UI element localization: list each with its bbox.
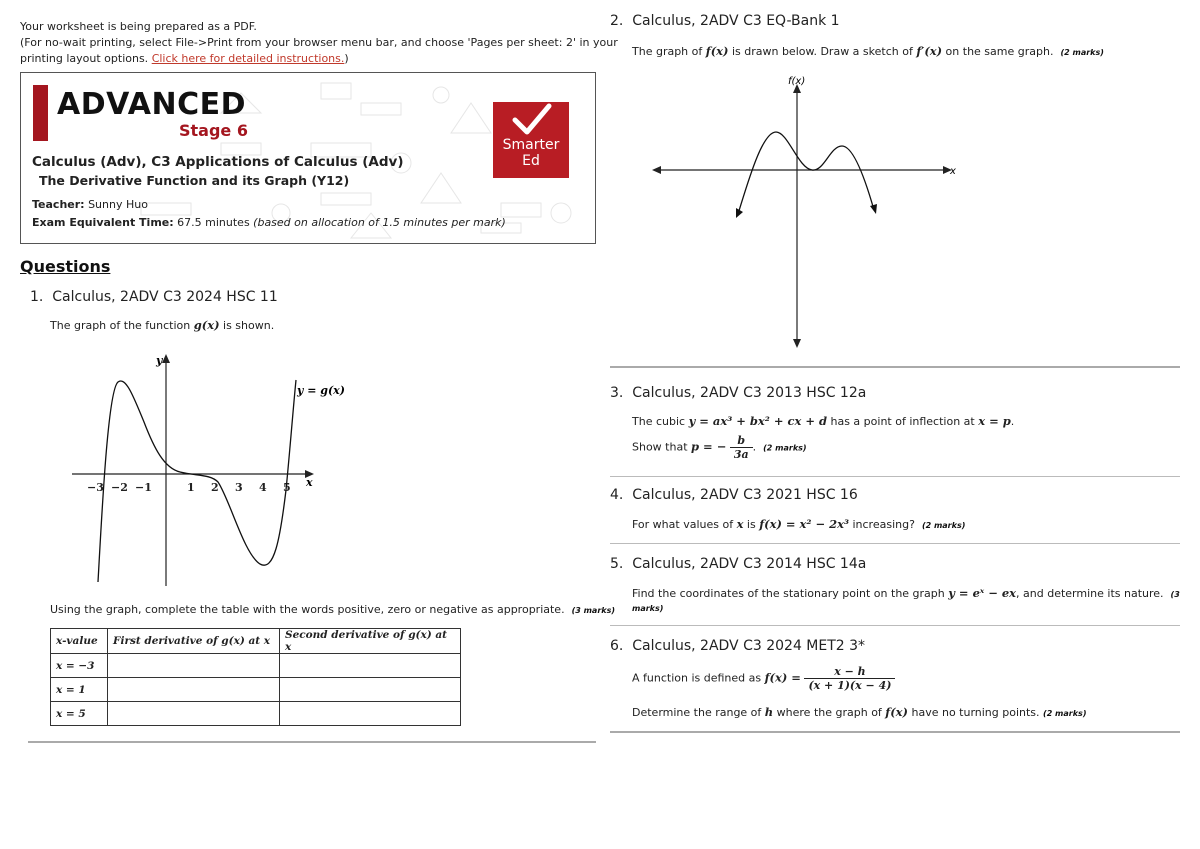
exam-time-line	[32, 216, 506, 229]
q2-curve	[738, 132, 874, 214]
q3-show-lhs: p = −	[691, 439, 727, 454]
table-cell-answer[interactable]	[280, 654, 461, 678]
q4-title	[610, 487, 858, 503]
table-cell-x-1: x = 1	[51, 678, 108, 702]
q5-divider	[610, 625, 1180, 626]
table-cell-answer[interactable]	[280, 702, 461, 726]
q1-tick-3: 3	[235, 481, 243, 494]
q6-fraction	[804, 665, 895, 692]
q3-number: 3.	[610, 385, 624, 401]
q2-x-label: x	[950, 166, 956, 177]
q3-text-b: has a point of inflection at	[827, 415, 979, 428]
print-instructions-suffix: )	[344, 52, 349, 65]
q5-text-a: Find the coordinates of the stationary point on the graph	[632, 587, 949, 600]
q1-instruction-text: Using the graph, complete the table with the words positive, zero or negative as appropriate.	[50, 603, 565, 616]
q6-definition	[632, 665, 895, 692]
q2-y-label: f(x)	[788, 76, 806, 87]
q1-tick-neg2: −2	[111, 481, 128, 494]
q6-frac-num: x − h	[804, 665, 895, 679]
q3-math-a: y = ax³ + bx² + cx + d	[688, 414, 827, 428]
logo-line2: Ed	[522, 153, 540, 169]
q4-math-b: f(x) = x² − 2x³	[759, 517, 849, 531]
q6-number: 6.	[610, 638, 624, 654]
q2-curve-arrow-right-icon	[870, 204, 877, 214]
table-row	[51, 629, 461, 654]
table-row	[51, 702, 461, 726]
q6-marks: (2 marks)	[1043, 709, 1087, 718]
q4-divider	[610, 543, 1180, 544]
table-header-first-derivative: First derivative of g(x) at x	[108, 629, 280, 654]
q6-frac-den: (x + 1)(x − 4)	[808, 679, 892, 692]
q2-y-arrow-down-icon	[793, 339, 801, 348]
q5-number: 5.	[610, 556, 624, 572]
q1-tick-neg3: −3	[87, 481, 104, 494]
advanced-accent-bar	[33, 85, 48, 141]
q3-text-a: The cubic	[632, 415, 689, 428]
q2-math-a: f(x)	[705, 44, 729, 58]
q3-frac-num: b	[730, 434, 753, 448]
q6-text-c: where the graph of	[773, 706, 886, 719]
table-row	[51, 654, 461, 678]
q3-text-c: .	[1010, 415, 1015, 428]
logo-line1: Smarter	[502, 137, 560, 153]
q1-x-label: x	[306, 476, 313, 489]
q3-title-text: Calculus, 2ADV C3 2013 HSC 12a	[632, 385, 867, 401]
q2-x-arrow-left-icon	[652, 166, 661, 174]
stage-label: Stage 6	[179, 121, 248, 140]
q1-intro-suffix: is shown.	[219, 319, 275, 332]
q1-number: 1.	[30, 289, 44, 305]
q2-text	[632, 44, 1104, 58]
q3-math-b: x = p	[978, 414, 1011, 428]
questions-heading: Questions	[20, 257, 111, 276]
table-cell-x-5: x = 5	[51, 702, 108, 726]
q5-marks-line	[632, 601, 663, 614]
table-header-second-derivative: Second derivative of g(x) at x	[280, 629, 461, 654]
q1-y-arrow-icon	[162, 354, 170, 363]
advanced-title: ADVANCED	[57, 87, 247, 122]
worksheet-banner	[20, 72, 596, 244]
q4-number: 4.	[610, 487, 624, 503]
smarter-ed-logo-text	[493, 137, 569, 169]
q1-tick-neg1: −1	[135, 481, 152, 494]
q1-answer-table	[50, 628, 461, 726]
q1-title-text: Calculus, 2ADV C3 2024 HSC 11	[52, 289, 278, 305]
table-cell-answer[interactable]	[108, 678, 280, 702]
q4-text-a: For what values of	[632, 518, 737, 531]
q4-title-text: Calculus, 2ADV C3 2021 HSC 16	[632, 487, 858, 503]
q2-graph	[648, 72, 968, 352]
teacher-name: Sunny Huo	[88, 198, 148, 211]
table-header-x-value: x-value	[51, 629, 108, 654]
q5-marks-b: marks)	[632, 604, 664, 613]
q3-divider	[610, 476, 1180, 477]
q1-tick-2: 2	[211, 481, 219, 494]
print-instructions-line2	[20, 51, 349, 67]
q6-title	[610, 638, 865, 654]
q1-tick-1: 1	[187, 481, 195, 494]
exam-time-value: 67.5 minutes	[177, 216, 250, 229]
q3-show	[632, 434, 807, 461]
checkmark-icon	[493, 102, 569, 142]
q5-marks-a: (3	[1170, 590, 1180, 599]
q1-tick-5: 5	[283, 481, 291, 494]
q5-title-text: Calculus, 2ADV C3 2014 HSC 14a	[632, 556, 867, 572]
teacher-line	[32, 198, 148, 211]
q6-text-a: A function is defined as	[632, 671, 765, 685]
q4-text-b: is	[743, 518, 760, 531]
detailed-instructions-link[interactable]: Click here for detailed instructions.	[151, 52, 345, 65]
topic-title: The Derivative Function and its Graph (Y12)	[39, 173, 350, 188]
q3-frac-den: 3a	[733, 448, 749, 461]
q1-graph	[60, 350, 360, 590]
q2-title-text: Calculus, 2ADV C3 EQ-Bank 1	[632, 13, 840, 29]
q1-intro-prefix: The graph of the function	[50, 319, 194, 332]
table-row	[51, 678, 461, 702]
q1-instruction	[50, 603, 615, 616]
q6-divider	[610, 731, 1180, 733]
q2-text-c: on the same graph.	[942, 45, 1054, 58]
q3-show-suffix: .	[752, 440, 757, 454]
q6-text	[632, 705, 1086, 719]
q3-fraction	[730, 434, 753, 461]
q4-text-c: increasing?	[848, 518, 915, 531]
q3-show-prefix: Show that	[632, 440, 692, 454]
q1-marks: (3 marks)	[571, 606, 616, 615]
table-cell-answer[interactable]	[108, 702, 280, 726]
print-instructions-prefix: printing layout options.	[20, 52, 152, 65]
q6-text-d: have no turning points.	[907, 706, 1040, 719]
q6-math-a: f(x) =	[764, 670, 801, 685]
teacher-label: Teacher:	[32, 198, 85, 211]
q1-divider	[28, 741, 596, 743]
course-title: Calculus (Adv), C3 Applications of Calculus (Adv)	[32, 154, 404, 170]
q2-title	[610, 13, 840, 29]
q3-marks: (2 marks)	[763, 443, 807, 453]
q1-tick-4: 4	[259, 481, 267, 494]
q5-title	[610, 556, 866, 572]
pdf-notice: Your worksheet is being prepared as a PDF.	[20, 20, 257, 33]
q4-text	[632, 517, 965, 531]
q6-math-b: h	[764, 705, 774, 719]
q3-title	[610, 385, 866, 401]
q2-marks: (2 marks)	[1060, 48, 1104, 57]
q1-curve-label: y = g(x)	[297, 384, 345, 397]
q6-title-text: Calculus, 2ADV C3 2024 MET2 3*	[632, 638, 866, 654]
q1-intro	[50, 318, 274, 332]
q4-marks: (2 marks)	[921, 521, 966, 530]
q2-text-b: is drawn below. Draw a sketch of	[728, 45, 917, 58]
q5-text	[632, 586, 1180, 600]
table-cell-answer[interactable]	[280, 678, 461, 702]
q2-number: 2.	[610, 13, 624, 29]
q5-math-a: y = eˣ − ex	[948, 586, 1017, 600]
q6-math-c: f(x)	[885, 705, 908, 719]
q2-math-b: f′(x)	[916, 44, 943, 58]
q5-text-b: , and determine its nature.	[1016, 587, 1164, 600]
q3-text	[632, 414, 1014, 428]
q1-title	[30, 289, 278, 305]
print-instructions: (For no-wait printing, select File->Print from your browser menu bar, and choose 'Pages per sheet: 2' in your	[20, 36, 618, 49]
q2-text-a: The graph of	[632, 45, 706, 58]
q1-intro-math: g(x)	[193, 318, 220, 332]
table-cell-answer[interactable]	[108, 654, 280, 678]
q1-y-label: y	[156, 354, 163, 367]
exam-time-label: Exam Equivalent Time:	[32, 216, 174, 229]
q6-text-b: Determine the range of	[632, 706, 765, 719]
q2-divider	[610, 366, 1180, 368]
q4-math-a: x	[736, 517, 744, 531]
exam-time-note: (based on allocation of 1.5 minutes per mark)	[253, 216, 506, 229]
table-cell-x-neg3: x = −3	[51, 654, 108, 678]
